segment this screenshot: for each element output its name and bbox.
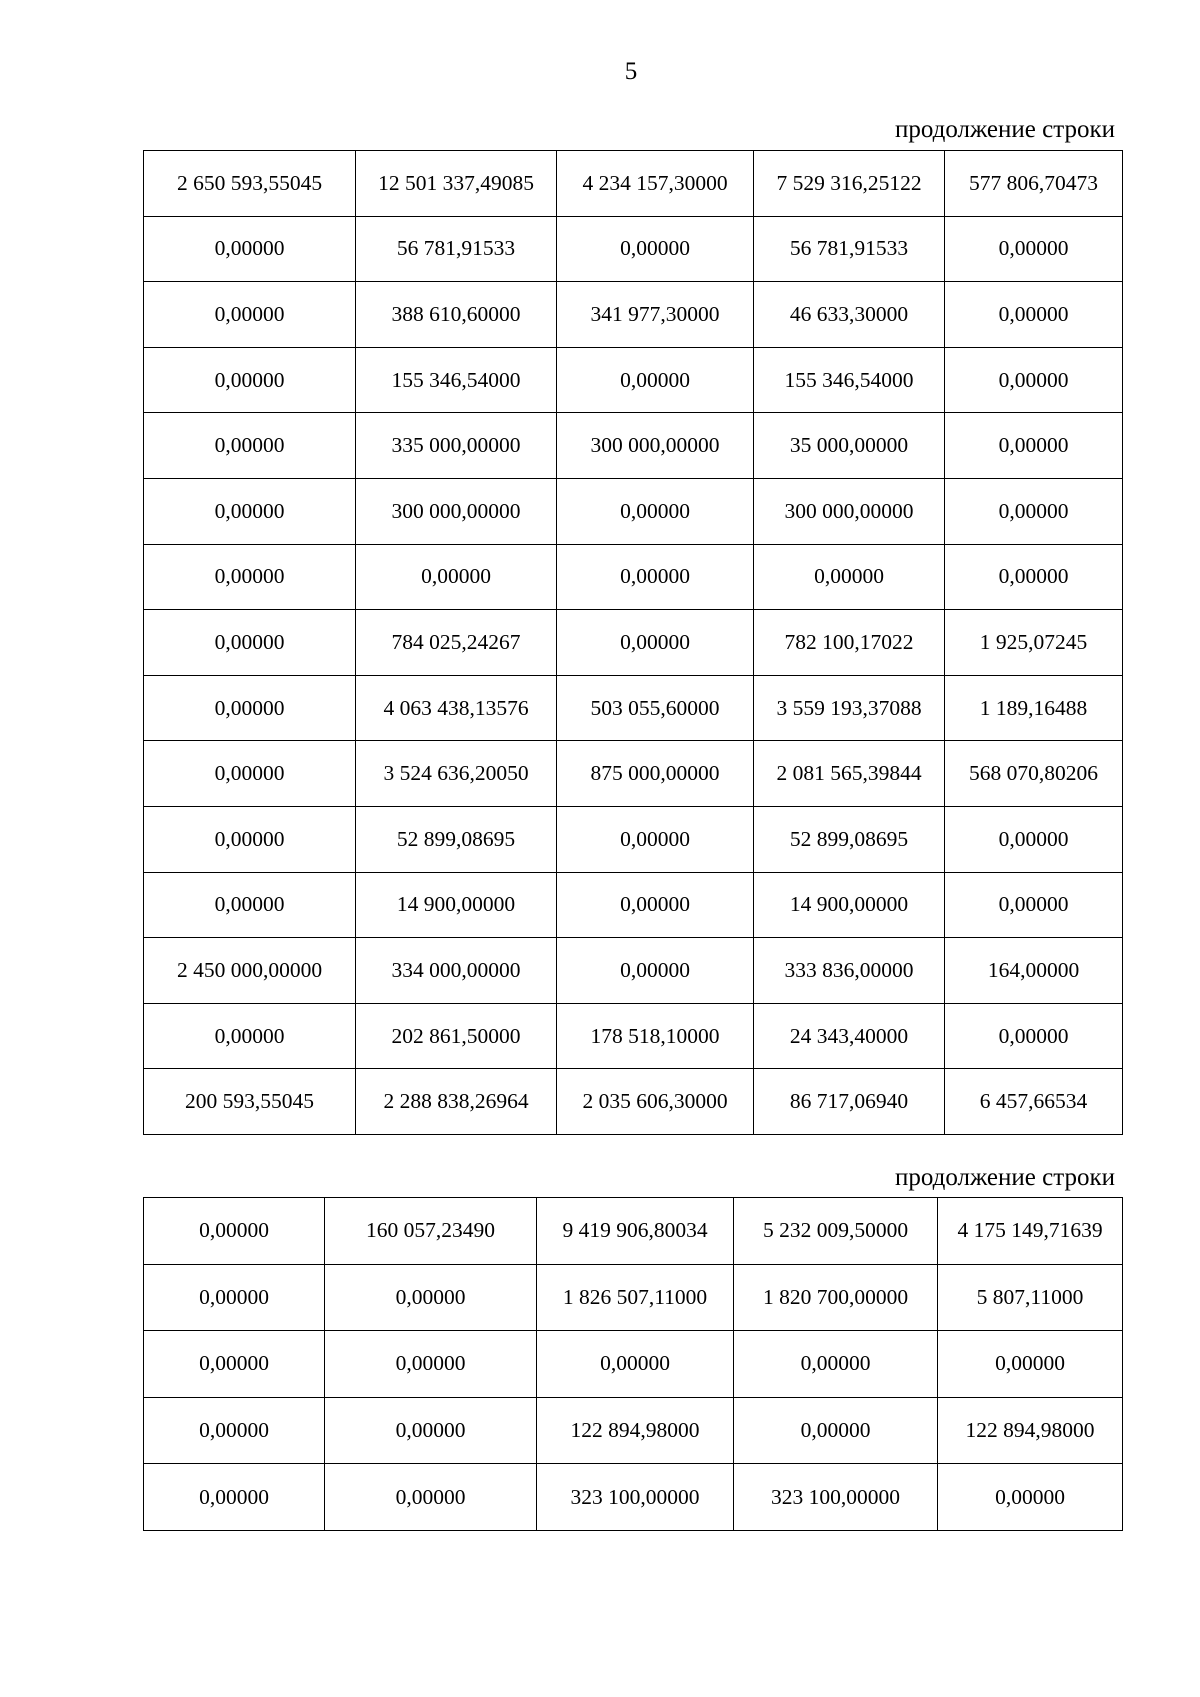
table-row	[144, 1464, 1123, 1531]
table-cell: 155 346,54000	[754, 347, 945, 413]
table-cell: 0,00000	[144, 347, 356, 413]
table-cell: 0,00000	[945, 806, 1123, 872]
table-row	[144, 478, 1123, 544]
table-cell: 0,00000	[734, 1397, 938, 1464]
table-cell: 388 610,60000	[356, 282, 557, 348]
table-row	[144, 872, 1123, 938]
table-cell: 0,00000	[557, 610, 754, 676]
table-cell: 0,00000	[144, 741, 356, 807]
data-table	[143, 150, 1123, 1135]
table-cell: 0,00000	[144, 872, 356, 938]
table-cell: 0,00000	[945, 478, 1123, 544]
table-cell: 323 100,00000	[734, 1464, 938, 1531]
table-cell: 122 894,98000	[938, 1397, 1123, 1464]
table-cell: 0,00000	[557, 544, 754, 610]
table-cell: 0,00000	[325, 1264, 537, 1331]
table-cell: 0,00000	[557, 478, 754, 544]
table-cell: 0,00000	[557, 347, 754, 413]
table-row	[144, 1198, 1123, 1265]
table-row	[144, 1397, 1123, 1464]
table-cell: 0,00000	[557, 938, 754, 1004]
table-cell: 0,00000	[144, 610, 356, 676]
table-cell: 0,00000	[945, 1003, 1123, 1069]
table-cell: 0,00000	[945, 413, 1123, 479]
table-cell: 56 781,91533	[754, 216, 945, 282]
table-row	[144, 938, 1123, 1004]
table-cell: 0,00000	[325, 1397, 537, 1464]
table-cell: 0,00000	[144, 216, 356, 282]
table-cell: 0,00000	[144, 1264, 325, 1331]
table-cell: 300 000,00000	[754, 478, 945, 544]
table-cell: 4 063 438,13576	[356, 675, 557, 741]
table-cell: 0,00000	[144, 413, 356, 479]
table-cell: 14 900,00000	[356, 872, 557, 938]
table-cell: 164,00000	[945, 938, 1123, 1004]
table-row	[144, 806, 1123, 872]
table-row	[144, 216, 1123, 282]
table-cell: 0,00000	[144, 675, 356, 741]
table-body	[144, 1198, 1123, 1531]
table-cell: 160 057,23490	[325, 1198, 537, 1265]
table-cell: 202 861,50000	[356, 1003, 557, 1069]
table-cell: 0,00000	[144, 1464, 325, 1531]
table-cell: 0,00000	[144, 1198, 325, 1265]
table-cell: 0,00000	[945, 216, 1123, 282]
table-cell: 52 899,08695	[754, 806, 945, 872]
table-cell: 0,00000	[325, 1464, 537, 1531]
table-cell: 2 035 606,30000	[557, 1069, 754, 1135]
table-cell: 86 717,06940	[754, 1069, 945, 1135]
table-cell: 0,00000	[945, 347, 1123, 413]
table-cell: 335 000,00000	[356, 413, 557, 479]
table-cell: 0,00000	[938, 1331, 1123, 1398]
data-table	[143, 1197, 1123, 1531]
table-cell: 784 025,24267	[356, 610, 557, 676]
table-cell: 0,00000	[734, 1331, 938, 1398]
table-cell: 0,00000	[557, 872, 754, 938]
page-number: 5	[624, 58, 638, 85]
table-cell: 875 000,00000	[557, 741, 754, 807]
table-row	[144, 1069, 1123, 1135]
table-cell: 4 175 149,71639	[938, 1198, 1123, 1265]
table-cell: 2 081 565,39844	[754, 741, 945, 807]
table-cell: 155 346,54000	[356, 347, 557, 413]
table-cell: 1 925,07245	[945, 610, 1123, 676]
table-cell: 782 100,17022	[754, 610, 945, 676]
table-cell: 52 899,08695	[356, 806, 557, 872]
table-cell: 0,00000	[557, 216, 754, 282]
table-row	[144, 413, 1123, 479]
table-cell: 0,00000	[356, 544, 557, 610]
table-cell: 300 000,00000	[356, 478, 557, 544]
table-cell: 0,00000	[144, 478, 356, 544]
table-cell: 333 836,00000	[754, 938, 945, 1004]
table-cell: 334 000,00000	[356, 938, 557, 1004]
table-cell: 577 806,70473	[945, 151, 1123, 217]
table-row	[144, 675, 1123, 741]
table-cell: 14 900,00000	[754, 872, 945, 938]
table-cell: 0,00000	[144, 1331, 325, 1398]
table-cell: 3 559 193,37088	[754, 675, 945, 741]
table-body	[144, 151, 1123, 1135]
table-cell: 0,00000	[557, 806, 754, 872]
table-cell: 2 450 000,00000	[144, 938, 356, 1004]
table-cell: 503 055,60000	[557, 675, 754, 741]
table-cell: 7 529 316,25122	[754, 151, 945, 217]
table-cell: 5 807,11000	[938, 1264, 1123, 1331]
table-cell: 0,00000	[144, 544, 356, 610]
table-cell: 0,00000	[144, 1397, 325, 1464]
table-cell: 9 419 906,80034	[537, 1198, 734, 1265]
table-row	[144, 741, 1123, 807]
table-cell: 178 518,10000	[557, 1003, 754, 1069]
table-cell: 3 524 636,20050	[356, 741, 557, 807]
table-row	[144, 151, 1123, 217]
continuation-caption: продолжение строки	[894, 1164, 1115, 1191]
table-cell: 0,00000	[945, 544, 1123, 610]
table-cell: 5 232 009,50000	[734, 1198, 938, 1265]
table-cell: 4 234 157,30000	[557, 151, 754, 217]
table-cell: 0,00000	[144, 282, 356, 348]
table-cell: 341 977,30000	[557, 282, 754, 348]
table-cell: 2 288 838,26964	[356, 1069, 557, 1135]
table-row	[144, 282, 1123, 348]
table-cell: 0,00000	[144, 1003, 356, 1069]
table-cell: 0,00000	[325, 1331, 537, 1398]
table-cell: 0,00000	[945, 872, 1123, 938]
table-row	[144, 610, 1123, 676]
table-cell: 12 501 337,49085	[356, 151, 557, 217]
table-cell: 0,00000	[144, 806, 356, 872]
table-cell: 6 457,66534	[945, 1069, 1123, 1135]
table-cell: 122 894,98000	[537, 1397, 734, 1464]
table-row	[144, 544, 1123, 610]
table-cell: 24 343,40000	[754, 1003, 945, 1069]
continuation-caption: продолжение строки	[894, 116, 1115, 143]
table-cell: 200 593,55045	[144, 1069, 356, 1135]
table-cell: 1 189,16488	[945, 675, 1123, 741]
table-cell: 35 000,00000	[754, 413, 945, 479]
table-cell: 0,00000	[945, 282, 1123, 348]
table-row	[144, 1264, 1123, 1331]
table-cell: 0,00000	[537, 1331, 734, 1398]
table-cell: 323 100,00000	[537, 1464, 734, 1531]
table-cell: 1 826 507,11000	[537, 1264, 734, 1331]
table-cell: 0,00000	[938, 1464, 1123, 1531]
table-cell: 568 070,80206	[945, 741, 1123, 807]
table-row	[144, 1003, 1123, 1069]
table-row	[144, 1331, 1123, 1398]
table-cell: 46 633,30000	[754, 282, 945, 348]
table-cell: 0,00000	[754, 544, 945, 610]
table-row	[144, 347, 1123, 413]
table-cell: 1 820 700,00000	[734, 1264, 938, 1331]
table-cell: 56 781,91533	[356, 216, 557, 282]
table-cell: 300 000,00000	[557, 413, 754, 479]
table-cell: 2 650 593,55045	[144, 151, 356, 217]
